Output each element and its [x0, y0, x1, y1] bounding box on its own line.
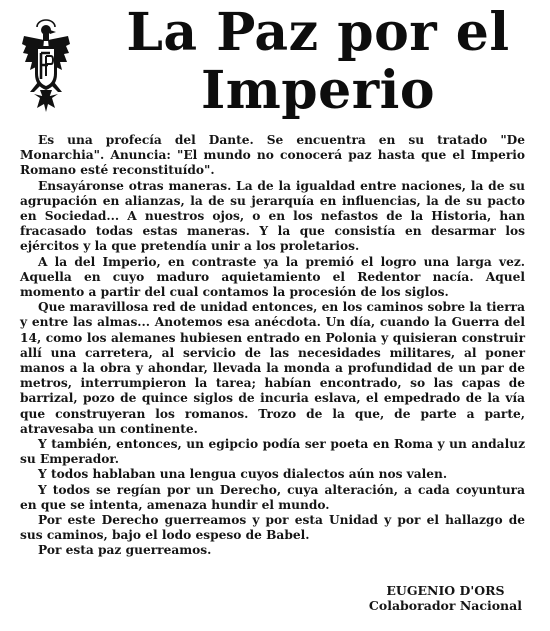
- author-name: EUGENIO D'ORS: [386, 583, 505, 598]
- headline-line-1: La Paz por el: [126, 2, 510, 63]
- paragraph: Por esta paz guerreamos.: [38, 543, 212, 558]
- headline-line-2: Imperio: [200, 60, 436, 121]
- paragraph: Y también, entonces, un egipcio podía ser poeta en Roma y un andaluz su Emperador.: [20, 437, 525, 467]
- author-role: Colaborador Nacional: [368, 598, 522, 613]
- falange-eagle-emblem: [20, 16, 72, 116]
- paragraph: Y todos se regían por un Derecho, cuya alteración, a cada coyuntura en que se intenta, amenaza hundir el mundo.: [20, 482, 525, 512]
- paragraph: Que maravillosa red de unidad entonces, en los caminos sobre la tierra y entre las almas... Anotemos esa anécdota. Un día, cuando la Guerra del 14, como los alemanes hubiesen entrado en Polonia y quisieran construir allí una carretera, al servicio de las necesidades militares, al poner manos a la obra y ahondar, llevada la monda a profundidad de un par de metros, interrumpieron la tarea; habían encontrado, so las capas de barrizal, pozo de quince siglos de incuria eslava, el empedrado de la vía que construyeran los romanos. Trozo de la que, de parte a parte, atravesaba un continente.: [20, 300, 525, 436]
- author-signature: [369, 583, 522, 613]
- paragraph: A la del Imperio, en contraste ya la premió el logro una larga vez. Aquella en cuyo maduro aquietamiento el Redentor nacía. Aquel momento a partir del cual contamos la procesión de los siglos.: [20, 254, 525, 300]
- article-body: [20, 133, 525, 559]
- paragraph: Por este Derecho guerreamos y por esta Unidad y por el hallazgo de sus caminos, bajo el lodo espeso de Babel.: [20, 513, 525, 543]
- headline: [108, 4, 528, 120]
- paragraph: Es una profecía del Dante. Se encuentra en su tratado "De Monarchia". Anuncia: "El mundo no conocerá paz hasta que el Imperio Romano esté reconstituído".: [20, 133, 525, 178]
- paragraph: Ensayáronse otras maneras. La de la igualdad entre naciones, la de su agrupación en alianzas, la de su jerarquía en influencias, la de su pacto en Sociedad... A nuestros ojos, o en los nefastos de la Historia, han fracasado todas estas maneras. Y la que consistía en desarmar los ejércitos y la que pretendía unir a los proletarios.: [20, 178, 525, 254]
- paragraph: Y todos hablaban una lengua cuyos dialectos aún nos valen.: [38, 467, 448, 482]
